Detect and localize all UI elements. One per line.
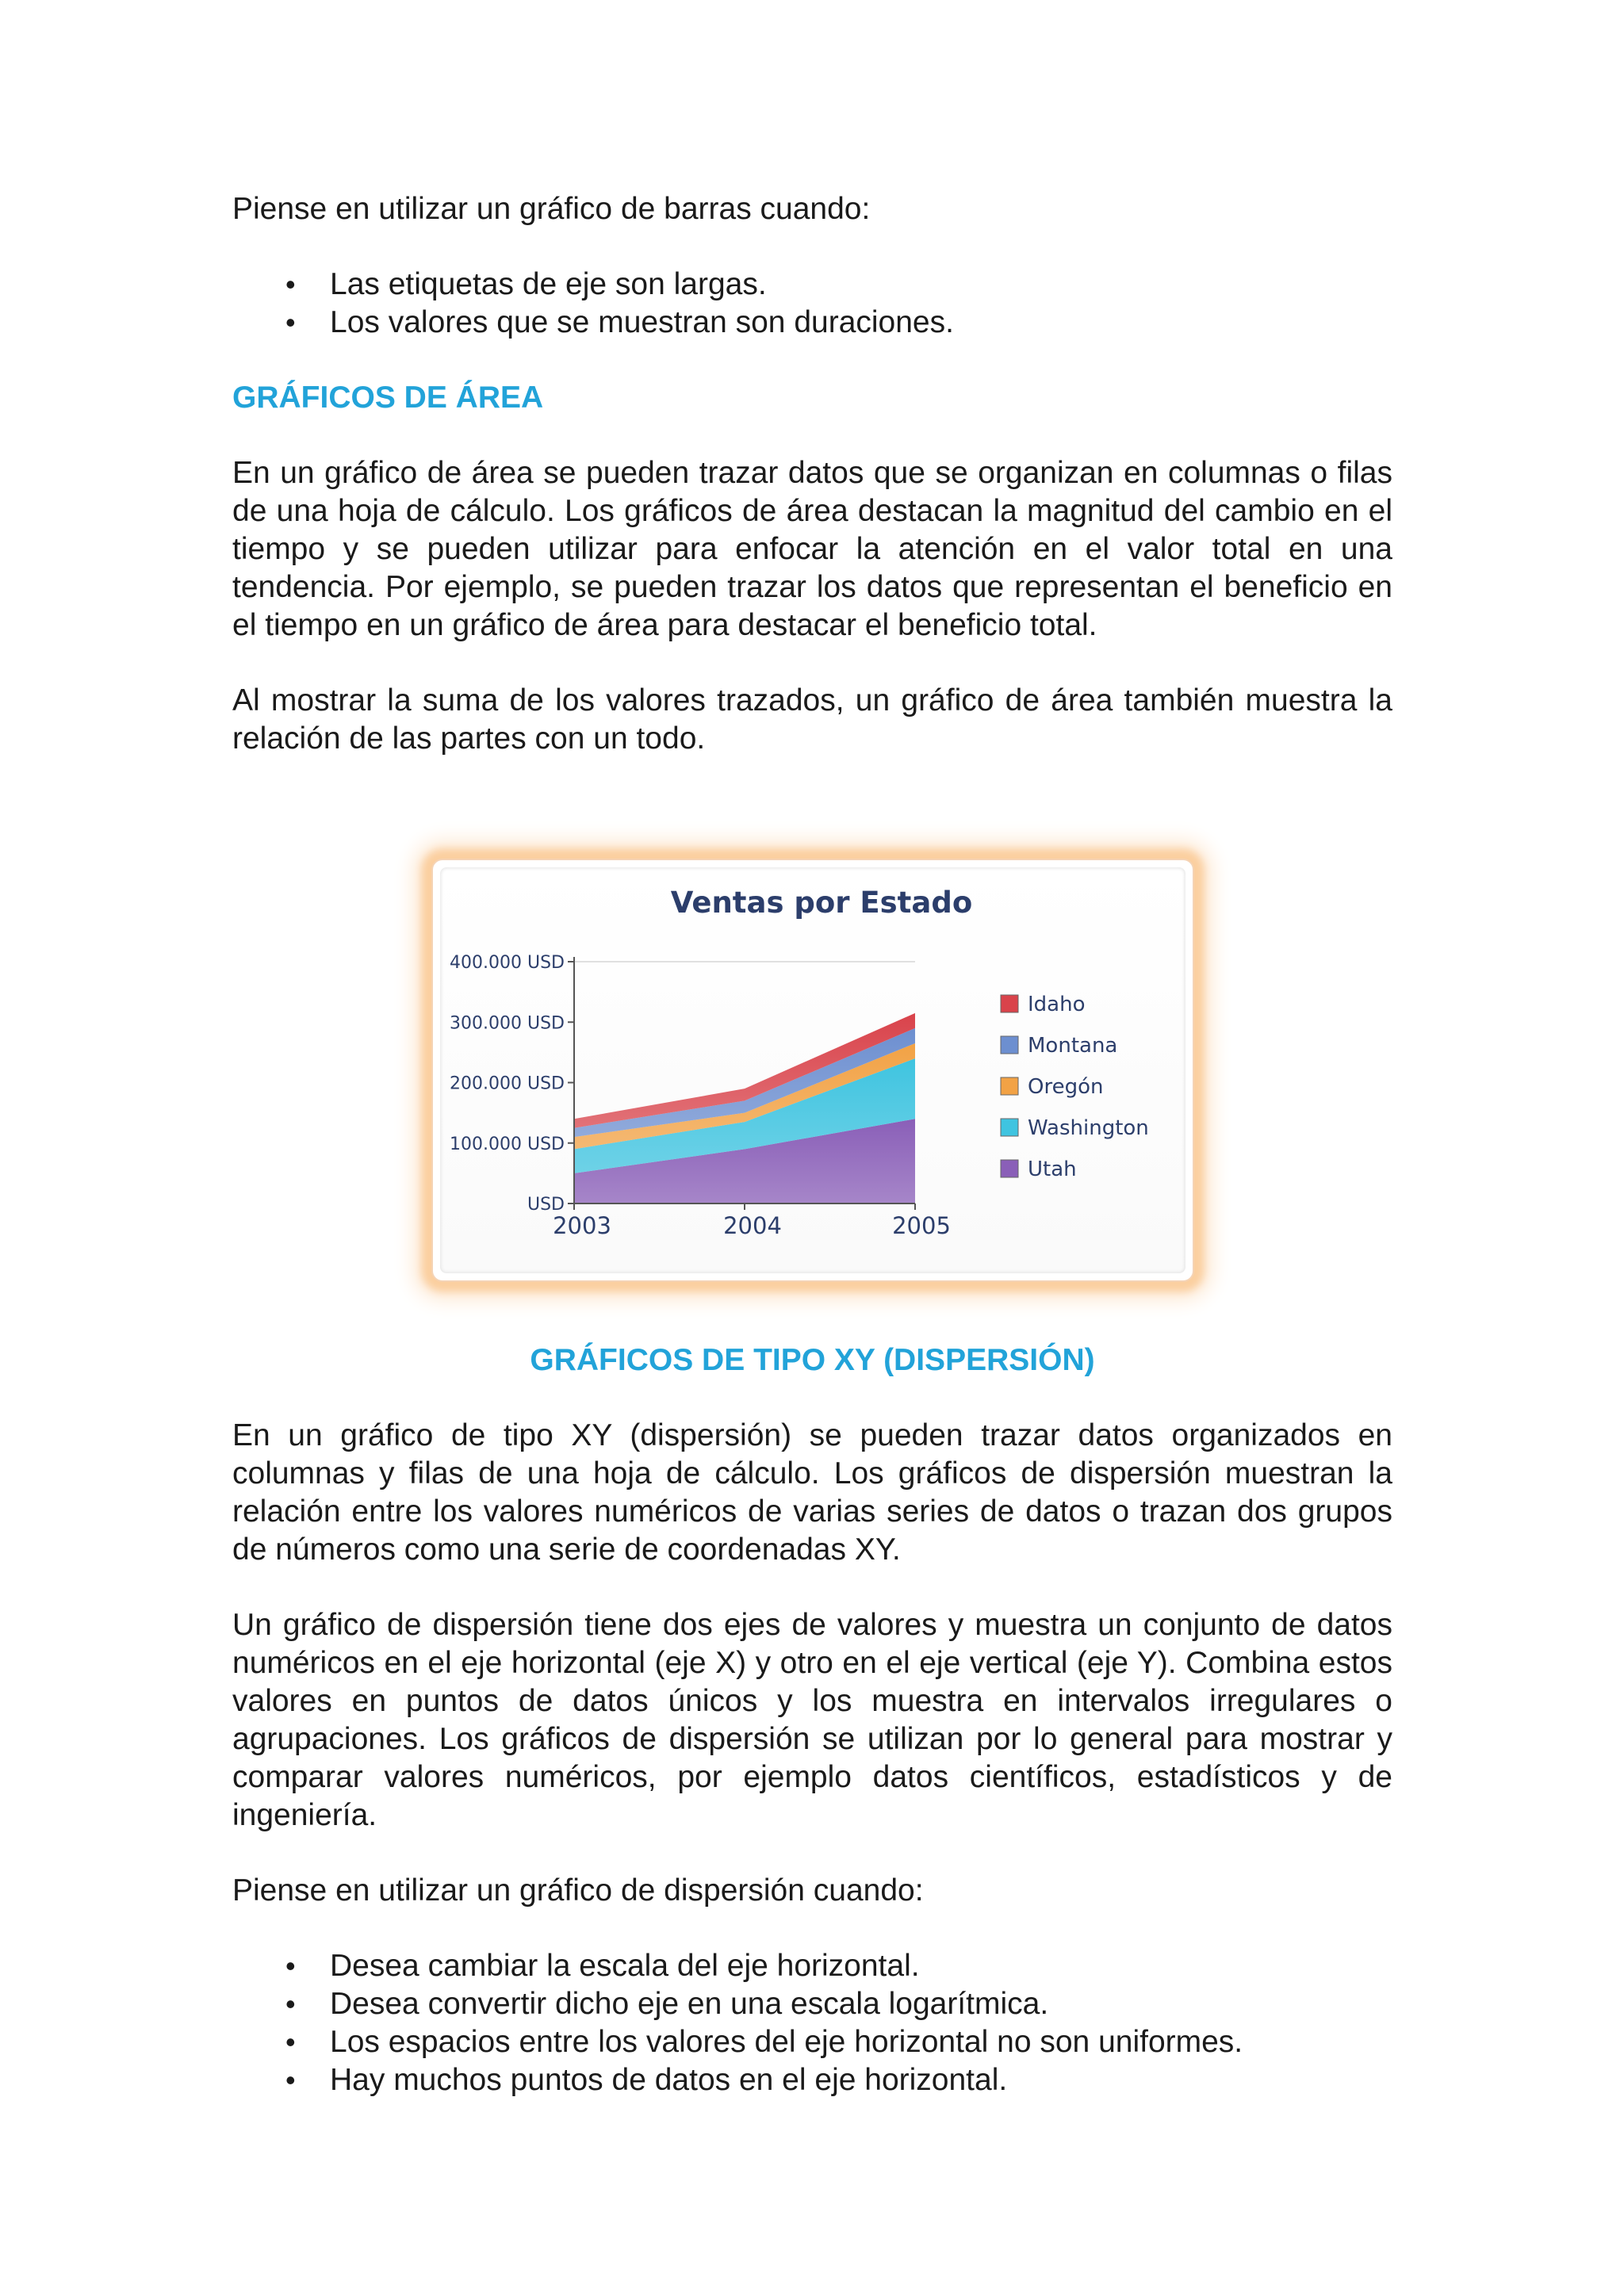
scatter-section-heading: GRÁFICOS DE TIPO XY (DISPERSIÓN) [530,1343,1095,1377]
legend-label-oregón: Oregón [1028,1075,1104,1099]
area-paragraph-2: Al mostrar la suma de los valores trazados, un gráfico de área también muestra la relación de las partes con un todo. [232,683,1392,756]
x-tick-label: 2004 [723,1212,782,1239]
legend-label-washington: Washington [1028,1116,1149,1140]
x-tick-label: 2005 [892,1212,951,1239]
legend-swatch-utah [1001,1160,1018,1177]
legend-label-montana: Montana [1028,1034,1118,1058]
area-section-heading: GRÁFICOS DE ÁREA [232,381,544,415]
y-tick-label: 200.000 USD [450,1073,565,1094]
legend-swatch-montana [1001,1036,1018,1054]
list-item: • Los espacios entre los valores del eje horizontal no son uniformes. [232,2023,1392,2061]
y-tick-label: 300.000 USD [450,1013,565,1034]
chart-title: Ventas por Estado [670,886,973,920]
area-paragraph-1: En un gráfico de área se pueden trazar datos que se organizan en columnas o filas de una hoja de cálculo. Los gráficos de área destacan la magnitud del cambio en el tiempo y se pueden utilizar para enfocar la atención en el valor total en una tendencia. Por ejemplo, se pueden trazar los datos que representan el beneficio en el tiempo en un gráfico de área para destacar el beneficio total. [232,456,1392,642]
list-item: • Desea convertir dicho eje en una escala logarítmica. [232,1985,1392,2023]
list-item: • Hay muchos puntos de datos en el eje horizontal. [232,2061,1392,2099]
list-item: • Desea cambiar la escala del eje horizontal. [232,1947,1392,1985]
bar-chart-bullet-list [232,266,1392,342]
bar-chart-intro: Piense en utilizar un gráfico de barras cuando: [232,192,871,226]
scatter-bullet-list [232,1947,1392,2099]
list-item: • Las etiquetas de eje son largas. [232,266,1392,304]
y-tick-label: 400.000 USD [450,953,565,973]
x-tick-label: 2003 [553,1212,611,1239]
legend-label-idaho: Idaho [1028,993,1086,1016]
area-chart [433,860,1193,1280]
y-tick-label: 100.000 USD [450,1134,565,1154]
legend-label-utah: Utah [1028,1158,1077,1181]
area-chart-frame [431,859,1194,1282]
legend-swatch-oregón [1001,1077,1018,1095]
legend-swatch-washington [1001,1119,1018,1136]
page-content [232,190,1392,758]
list-item: • Los valores que se muestran son duraciones. [232,304,1392,342]
scatter-chart-intro: Piense en utilizar un gráfico de dispersión cuando: [232,1873,924,1908]
scatter-paragraph-2: Un gráfico de dispersión tiene dos ejes de valores y muestra un conjunto de datos numéricos en el eje horizontal (eje X) y otro en el eje vertical (eje Y). Combina estos valores en puntos de datos únicos y los muestra en intervalos irregulares o agrupaciones. Los gráficos de dispersión se utilizan por lo general para mostrar y comparar valores numéricos, por ejemplo datos científicos, estadísticos y de ingeniería. [232,1608,1392,1832]
legend-swatch-idaho [1001,995,1018,1012]
scatter-paragraph-1: En un gráfico de tipo XY (dispersión) se pueden trazar datos organizados en columnas y filas de una hoja de cálculo. Los gráficos de dispersión muestran la relación entre los valores numéricos de varias series de datos o trazan dos grupos de números como una serie de coordenadas XY. [232,1418,1392,1567]
page-content-lower [232,1341,1392,2099]
y-tick-label: USD [527,1195,565,1215]
